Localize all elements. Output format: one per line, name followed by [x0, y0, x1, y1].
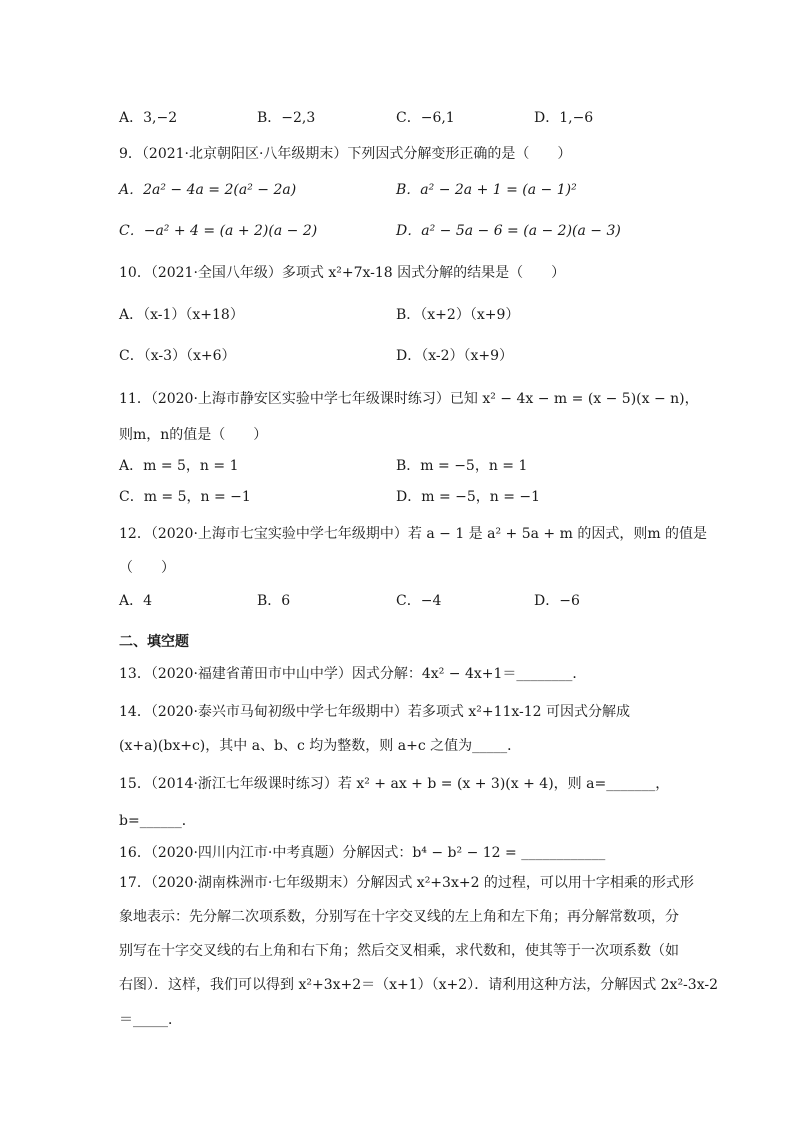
q14-line1: 14．（2020·泰兴市马甸初级中学七年级期中）若多项式 x²+11x-12 可因式分解成: [119, 704, 631, 720]
q10-option-b: B．（x+2）（x+9）: [396, 307, 520, 323]
q12-option-a: A．4: [119, 593, 153, 609]
q8-option-a: A．3,−2: [119, 110, 178, 126]
q11-stem: 11．（2020·上海市静安区实验中学七年级课时练习）已知 x² − 4x − m = (x − 5)(x − n)，: [119, 391, 699, 407]
q9-option-b: B．a² − 2a + 1 = (a − 1)²: [396, 182, 577, 198]
q11-option-d: D．m = −5，n = −1: [396, 489, 541, 505]
q17-line2: 象地表示：先分解二次项系数，分别写在十字交叉线的左上角和左下角；再分解常数项，分: [119, 909, 679, 925]
q17-line1: 17．（2020·湖南株洲市·七年级期末）分解因式 x²+3x+2 的过程，可以用十字相乘的形式形: [119, 875, 694, 891]
q9-option-d: D．a² − 5a − 6 = (a − 2)(a − 3): [396, 223, 621, 239]
q8-option-c: C．−6,1: [396, 110, 455, 126]
q15-line2: b=______．: [119, 813, 196, 829]
q10-option-c: C．（x-3）（x+6）: [119, 348, 236, 364]
q12-option-d: D．−6: [534, 593, 580, 609]
q14-line2: (x+a)(bx+c)，其中 a、b、c 均为整数，则 a+c 之值为_____．: [119, 738, 522, 754]
q8-option-b: B．−2,3: [257, 110, 316, 126]
q10-stem: 10．（2021·全国八年级）多项式 x²+7x-18 因式分解的结果是（ ）: [119, 265, 566, 281]
q11-stem-line2: 则m，n的值是（ ）: [119, 427, 268, 443]
q16-stem: 16．（2020·四川内江市·中考真题）分解因式：b⁴ − b² − 12 = ____________: [119, 845, 606, 861]
q11-option-b: B．m = −5，n = 1: [396, 458, 528, 474]
q9-option-a: A．2a² − 4a = 2(a² − 2a): [119, 182, 297, 198]
q10-option-a: A．（x-1）（x+18）: [119, 307, 244, 323]
q13-stem: 13．（2020·福建省莆田市中山中学）因式分解：4x² − 4x+1＝________．: [119, 666, 587, 682]
q17-line3: 别写在十字交叉线的右上角和右下角；然后交叉相乘，求代数和，使其等于一次项系数（如: [119, 943, 679, 959]
q12-option-c: C．−4: [396, 593, 442, 609]
q12-stem: 12．（2020·上海市七宝实验中学七年级期中）若 a − 1 是 a² + 5a + m 的因式，则m 的值是: [119, 526, 708, 542]
q17-line5: ＝_____．: [119, 1012, 182, 1028]
q10-option-d: D．（x-2）（x+9）: [396, 348, 514, 364]
q12-stem-line2: （ ）: [119, 560, 175, 576]
section-heading-fill-in: 二、填空题: [119, 634, 189, 650]
q9-stem: 9．（2021·北京朝阳区·八年级期末）下列因式分解变形正确的是（ ）: [119, 146, 572, 162]
q8-option-d: D．1,−6: [534, 110, 594, 126]
q17-line4: 右图）．这样，我们可以得到 x²+3x+2＝（x+1）（x+2）．请利用这种方法，分解因式 2x²-3x-2: [119, 977, 718, 993]
q11-option-a: A．m = 5，n = 1: [119, 458, 239, 474]
q11-option-c: C．m = 5，n = −1: [119, 489, 251, 505]
q12-option-b: B．6: [257, 593, 291, 609]
q9-option-c: C．−a² + 4 = (a + 2)(a − 2): [119, 223, 318, 239]
q15-line1: 15．（2014·浙江七年级课时练习）若 x² + ax + b = (x + 3)(x + 4)，则 a=_______，: [119, 776, 670, 792]
